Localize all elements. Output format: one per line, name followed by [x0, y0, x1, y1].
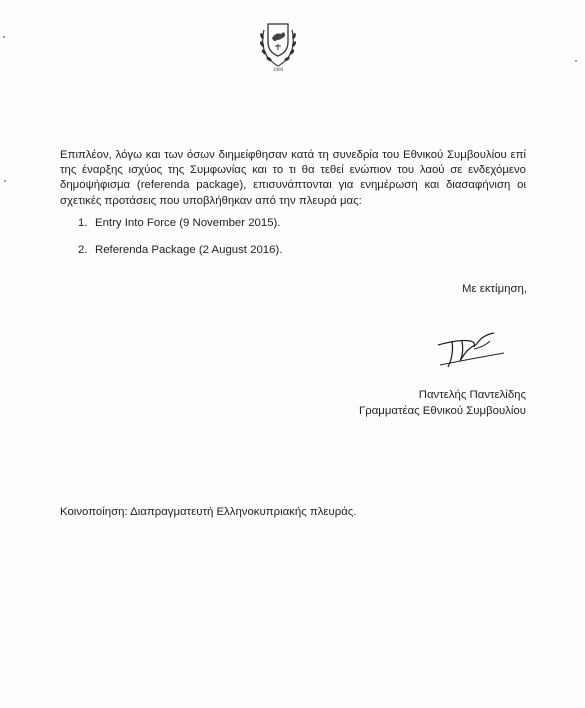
list-item-number: 1.: [78, 217, 88, 229]
handwritten-signature: [430, 325, 520, 371]
signer-block: [359, 388, 526, 419]
scan-artifact: [575, 60, 577, 62]
letter-paragraph: Επιπλέον, λόγω και των όσων διημείφθησαν κατά τη συνεδρία του Εθνικού Συμβουλίου επί της έναρξης ισχύος της Συμφωνίας και το τι θα τεθεί ενώπιον του λαού σε ενδεχόμενο δημοψήφισμα (referenda package), επισυνάπτονται για ενημέρωση και διασαφήνιση οι σχετικές προτάσεις που υποβλήθηκαν από την πλευρά μας:: [60, 149, 526, 207]
list-item: [78, 216, 282, 231]
list-item: [78, 243, 282, 258]
signer-title: Γραμματέας Εθνικού Συμβουλίου: [358, 404, 526, 417]
scan-artifact: [4, 180, 6, 182]
closing-salutation: Με εκτίμηση,: [462, 283, 527, 295]
attachments-list: [78, 216, 282, 270]
cc-line: Κοινοποίηση: Διαπραγματευτή Ελληνοκυπριακής πλευράς.: [60, 506, 357, 518]
list-item-number: 2.: [78, 244, 88, 256]
list-item-text: Referenda Package (2 August 2016).: [95, 244, 283, 256]
svg-text:1960: 1960: [273, 68, 283, 72]
scan-artifact: [3, 36, 5, 38]
coat-of-arms-icon: [254, 16, 302, 72]
signer-name: Παντελής Παντελίδης: [418, 389, 526, 401]
list-item-text: Entry Into Force (9 November 2015).: [95, 217, 281, 229]
